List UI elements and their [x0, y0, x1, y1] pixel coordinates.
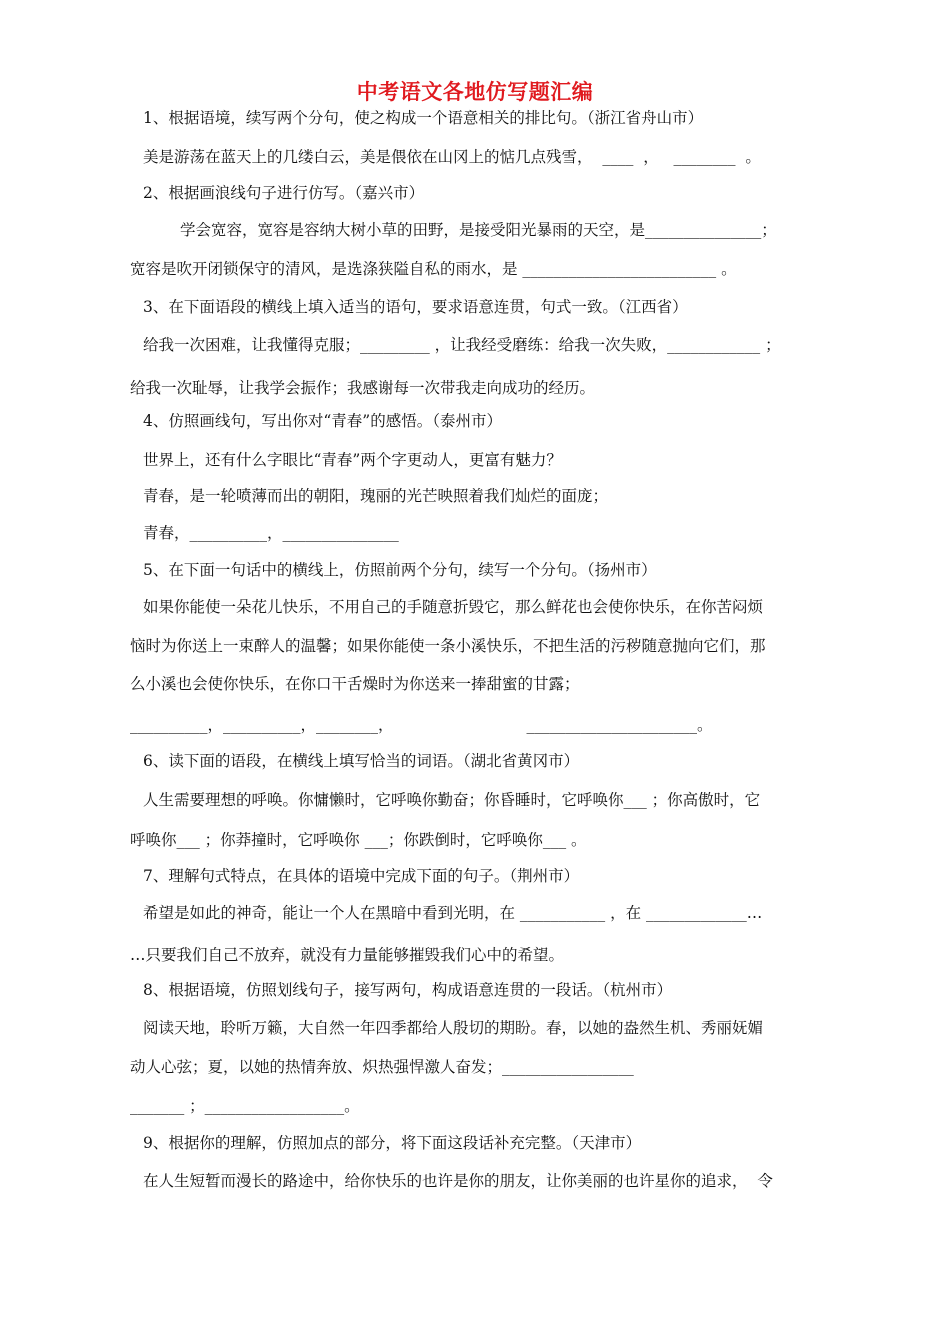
question-7-prompt: 7、理解句式特点，在具体的语境中完成下面的句子。（荆州市） — [143, 867, 580, 885]
question-5-text-line-2: 恼时为你送上一束醉人的温馨；如果你能使一条小溪快乐，不把生活的污秽随意抛向它们，那 — [130, 637, 766, 655]
question-5-answer-blanks: __________，__________，________， ______________________。 — [130, 716, 713, 734]
question-5-text-line-3: 么小溪也会使你快乐，在你口干舌燥时为你送来一捧甜蜜的甘露； — [130, 675, 580, 693]
question-8-prompt: 8、根据语境，仿照划线句子，接写两句，构成语意连贯的一段话。（杭州市） — [143, 981, 673, 999]
question-2-text-line-1: 学会宽容，宽容是容纳大树小草的田野，是接受阳光暴雨的天空，是_______________； — [180, 221, 777, 239]
question-7-text-line-1: 希望是如此的神奇，能让一个人在黑暗中看到光明，在 ___________ ，在 _____________… — [143, 904, 763, 922]
question-2-prompt: 2、根据画浪线句子进行仿写。（嘉兴市） — [143, 184, 425, 202]
question-3-text-line-1: 给我一次困难，让我懂得克服；_________ ，让我经受磨练：给我一次失败，____________ ； — [143, 336, 781, 354]
question-4-prompt: 4、仿照画线句，写出你对“青春”的感悟。（泰州市） — [143, 412, 502, 430]
question-6-prompt: 6、读下面的语段，在横线上填写恰当的词语。（湖北省黄冈市） — [143, 752, 580, 770]
question-5-text-line-1: 如果你能使一朵花儿快乐，不用自己的手随意折毁它，那么鲜花也会使你快乐，在你苦闷烦 — [143, 598, 764, 616]
question-1-text: 美是游荡在蓝天上的几缕白云，美是偎依在山冈上的惦几点残雪， ____ ， ________ 。 — [143, 148, 761, 166]
question-7-text-line-2: …只要我们自己不放弃，就没有力量能够摧毁我们心中的希望。 — [130, 946, 565, 964]
document-title: 中考语文各地仿写题汇编 — [356, 80, 594, 104]
question-4-text-line-2: 青春，是一轮喷薄而出的朝阳，瑰丽的光芒映照着我们灿烂的面庞； — [143, 487, 609, 505]
question-8-answer-blanks: _______ ；__________________。 — [130, 1097, 360, 1115]
question-6-text-line-1: 人生需要理想的呼唤。你慵懒时，它呼唤你勤奋；你昏睡时，它呼唤你___ ；你高傲时，它 — [143, 791, 761, 809]
question-8-text-line-1: 阅读天地，聆听万籁，大自然一年四季都给人殷切的期盼。春，以她的盎然生机、秀丽妩媚 — [143, 1019, 764, 1037]
question-4-text-line-1: 世界上，还有什么字眼比“青春”两个字更动人，更富有魅力？ — [143, 451, 562, 469]
question-8-text-line-2: 动人心弦；夏，以她的热情奔放、炽热强悍激人奋发；_________________ — [130, 1058, 634, 1076]
question-4-text-line-3: 青春，__________，_______________ — [143, 524, 399, 542]
question-9-text-line-1: 在人生短暂而漫长的路途中，给你快乐的也许是你的朋友，让你美丽的也许星你的追求， 令 — [143, 1172, 773, 1190]
question-9-prompt: 9、根据你的理解，仿照加点的部分，将下面这段话补充完整。（天津市） — [143, 1134, 642, 1152]
question-5-prompt: 5、在下面一句话中的横线上，仿照前两个分句，续写一个分句。（扬州市） — [143, 561, 657, 579]
question-1-prompt: 1、根据语境，续写两个分句，使之构成一个语意相关的排比句。（浙江省舟山市） — [143, 109, 704, 127]
question-3-prompt: 3、在下面语段的横线上填入适当的语句，要求语意连贯，句式一致。（江西省） — [143, 298, 688, 316]
question-6-text-line-2: 呼唤你___ ；你莽撞时，它呼唤你 ___；你跌倒时，它呼唤你___ 。 — [130, 831, 587, 849]
question-2-text-line-2: 宽容是吹开闭锁保守的清风，是选涤狭隘自私的雨水，是 _________________________ 。 — [130, 260, 737, 278]
question-3-text-line-2: 给我一次耻辱，让我学会振作；我感谢每一次带我走向成功的经历。 — [130, 379, 596, 397]
